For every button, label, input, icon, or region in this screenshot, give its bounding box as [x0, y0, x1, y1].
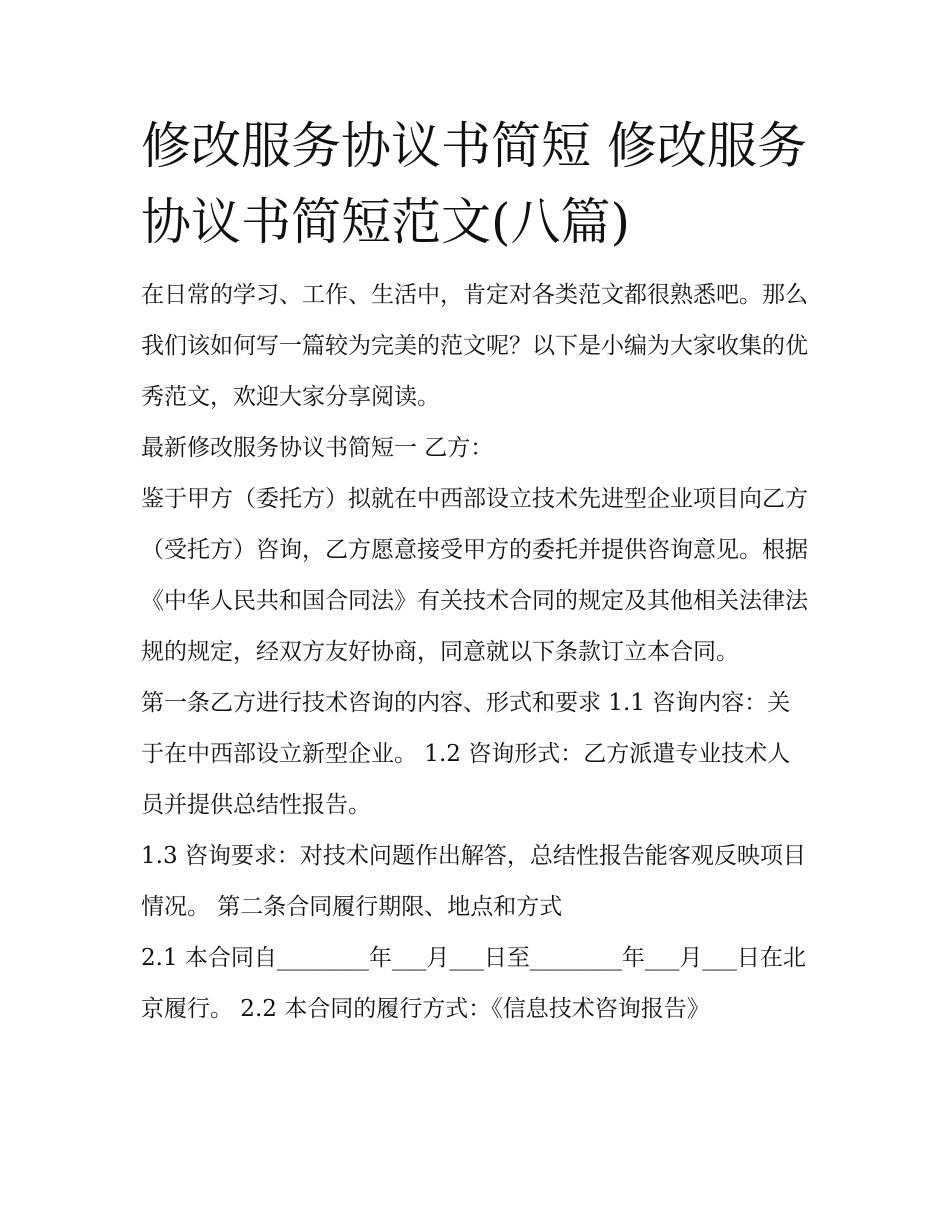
document-body [141, 270, 813, 1035]
paragraph-preamble: 鉴于甲方（委托方）拟就在中西部设立技术先进型企业项目向乙方（受托方）咨询，乙方愿意接受甲方的委托并提供咨询意见。根据《中华人民共和国合同法》有关技术合同的规定及其他相关法律法规的规定，经双方友好协商，同意就以下条款订立本合同。 [141, 486, 808, 665]
paragraph-intro: 在日常的学习、工作、生活中，肯定对各类范文都很熟悉吧。那么我们该如何写一篇较为完美的范文呢？以下是小编为大家收集的优秀范文，欢迎大家分享阅读。 [141, 282, 808, 410]
paragraph-requirements: 1.3 咨询要求：对技术问题作出解答，总结性报告能客观反映项目情况。 第二条合同履行期限、地点和方式 [141, 843, 806, 920]
document-title: 修改服务协议书简短 修改服务协议书简短范文(八篇) [141, 117, 807, 251]
paragraph-article-one: 第一条乙方进行技术咨询的内容、形式和要求 1.1 咨询内容：关于在中西部设立新型企业。 1.2 咨询形式：乙方派遣专业技术人员并提供总结性报告。 [141, 690, 791, 818]
paragraph-section-heading: 最新修改服务协议书简短一 乙方： [141, 435, 494, 461]
paragraph-term: 2.1 本合同自________年___月___日至________年___月___日在北京履行。 2.2 本合同的履行方式：《信息技术咨询报告》 [141, 945, 806, 1022]
document-page [141, 108, 813, 1035]
